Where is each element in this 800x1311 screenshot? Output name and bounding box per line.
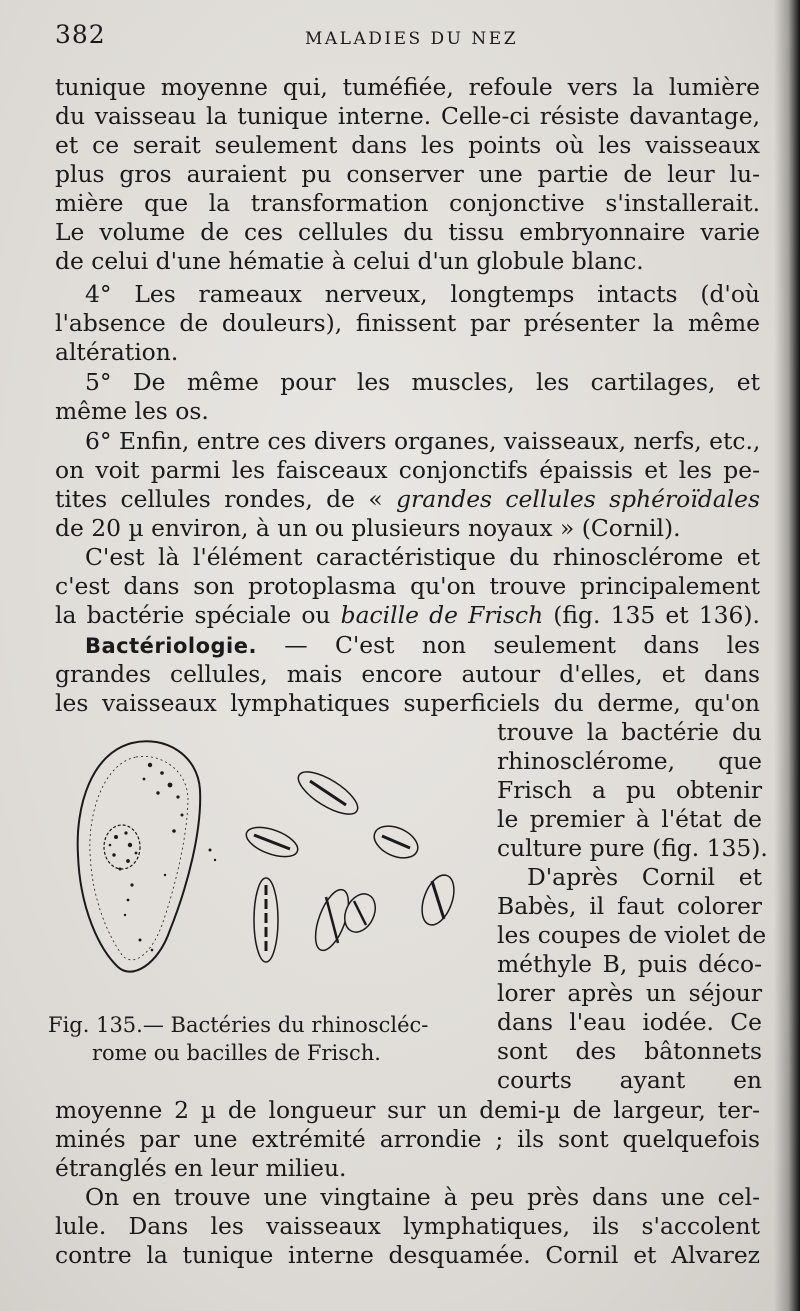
text-line: lorer après un séjour xyxy=(497,979,762,1007)
large-cell-outline xyxy=(78,741,201,971)
bacteria-cluster-bottom xyxy=(309,885,381,954)
text-run: tites cellules rondes, de « xyxy=(55,485,397,513)
text-line: D'après Cornil et xyxy=(527,863,762,891)
text-line: le premier à l'état de xyxy=(497,805,762,833)
text-line: 6° Enfin, entre ces divers organes, vaisseaux, nerfs, etc., xyxy=(85,427,761,455)
text-line: courts ayant en xyxy=(497,1066,762,1094)
text-line: méthyle B, puis déco- xyxy=(497,950,762,978)
section-heading: Bactériologie. xyxy=(85,634,257,658)
text-line: c'est dans son protoplasma qu'on trouve principalement xyxy=(55,572,760,600)
italic-run: grandes cellules sphéroïdales xyxy=(396,485,760,513)
text-line: et ce serait seulement dans les points où les vaisseaux xyxy=(55,131,760,159)
running-head: MALADIES DU NEZ xyxy=(305,29,519,49)
text-line: contre la tunique interne desquamée. Cornil et Alvarez xyxy=(55,1241,760,1269)
page-spine-shadow xyxy=(774,0,800,1311)
text-line: on voit parmi les faisceaux conjonctifs épaissis et les pe- xyxy=(55,456,760,484)
bacterium-right xyxy=(369,820,422,864)
text-line: étranglés en leur milieu. xyxy=(55,1154,347,1182)
text-line: de 20 µ environ, à un ou plusieurs noyaux » (Cornil). xyxy=(55,514,681,542)
text-line: moyenne 2 µ de longueur sur un demi-µ de largeur, ter- xyxy=(55,1096,760,1124)
text-line: Le volume de ces cellules du tissu embryonnaire varie xyxy=(55,218,760,246)
text-line: l'absence de douleurs), finissent par présenter la même xyxy=(55,309,760,337)
bacteria-cluster-top xyxy=(292,764,363,822)
text-line: grandes cellules, mais encore autour d'elles, et dans xyxy=(55,660,760,688)
page-number: 382 xyxy=(55,20,106,49)
text-line: même les os. xyxy=(55,397,209,425)
text-line: lule. Dans les vaisseaux lymphatiques, ils s'accolent xyxy=(55,1212,760,1240)
text-line: plus gros auraient pu conserver une partie de leur lu- xyxy=(55,160,760,188)
figure-caption-line: Fig. 135.— Bactéries du rhinoscléc- xyxy=(48,1013,429,1037)
bacterium-far-right xyxy=(416,871,460,929)
bacterium-left xyxy=(243,821,302,862)
text-line: sont des bâtonnets xyxy=(497,1037,762,1065)
text-line: Frisch a pu obtenir xyxy=(497,776,762,804)
text-line: trouve la bactérie du xyxy=(497,718,762,746)
text-line: les vaisseaux lymphatiques superficiels du derme, qu'on xyxy=(55,689,760,717)
text-line: C'est là l'élément caractéristique du rhinosclérome et xyxy=(85,543,760,571)
text-line xyxy=(55,484,760,514)
figure-bacteria-illustration xyxy=(70,735,475,990)
text-line: les coupes de violet de xyxy=(497,921,767,949)
text-run: la bactérie spéciale ou xyxy=(55,601,341,629)
text-line: mière que la transformation conjonctive s'installerait. xyxy=(55,189,760,217)
text-line: 4° Les rameaux nerveux, longtemps intacts (d'où xyxy=(85,280,760,308)
text-line: altération. xyxy=(55,338,179,366)
figure-caption-line: rome ou bacilles de Frisch. xyxy=(92,1041,381,1065)
text-line: de celui d'une hématie à celui d'un globule blanc. xyxy=(55,247,644,275)
italic-run: bacille de Frisch xyxy=(340,601,544,629)
text-run: (fig. 135 et 136). xyxy=(543,601,760,629)
text-line: Babès, il faut colorer xyxy=(497,892,762,920)
text-line xyxy=(85,630,760,660)
text-line: 5° De même pour les muscles, les cartilages, et xyxy=(85,368,760,396)
text-line xyxy=(55,600,760,630)
text-line: minés par une extrémité arrondie ; ils sont quelquefois xyxy=(55,1125,760,1153)
text-line: On en trouve une vingtaine à peu près dans une cel- xyxy=(85,1183,760,1211)
text-line: tunique moyenne qui, tuméfiée, refoule vers la lumière xyxy=(55,73,760,101)
page-header xyxy=(55,20,755,54)
text-line: rhinosclérome, que xyxy=(497,747,762,775)
bacterium-vertical xyxy=(254,878,278,962)
bacteria-drawing xyxy=(70,735,475,990)
text-run: — C'est non seulement dans les xyxy=(256,631,760,659)
text-line: culture pure (fig. 135). xyxy=(497,834,768,862)
text-line: du vaisseau la tunique interne. Celle-ci résiste davantage, xyxy=(55,102,760,130)
text-line: dans l'eau iodée. Ce xyxy=(497,1008,762,1036)
